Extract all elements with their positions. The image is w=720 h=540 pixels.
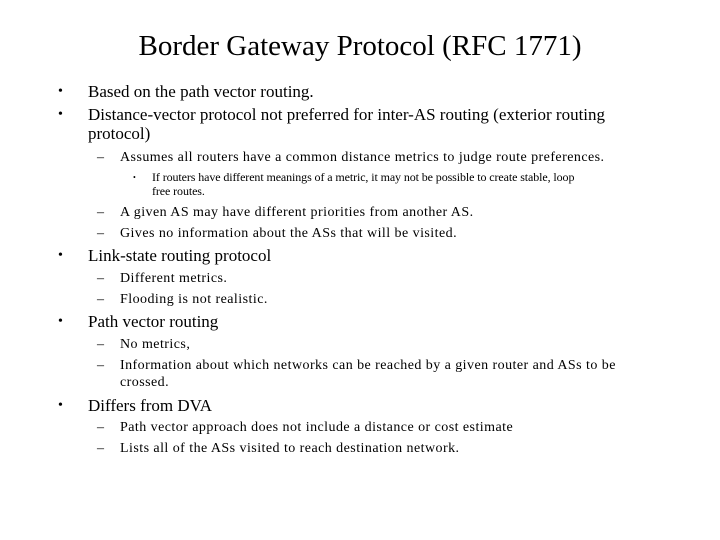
dash-marker: – xyxy=(97,358,105,373)
slide-title: Border Gateway Protocol (RFC 1771) xyxy=(138,30,582,62)
dash-marker: – xyxy=(97,441,105,456)
bullet-text: Link-state routing protocol xyxy=(88,246,272,265)
dash-marker: – xyxy=(97,420,105,435)
bullet-text: Based on the path vector routing. xyxy=(88,82,314,101)
sub-item-text: A given AS may have different priorities from another AS. xyxy=(120,205,474,220)
sub-sub-item-text-continuation: free routes. xyxy=(152,184,205,198)
dash-marker: – xyxy=(97,337,105,352)
dash-marker: – xyxy=(97,271,105,286)
sub-item-text: Gives no information about the ASs that will be visited. xyxy=(120,226,458,241)
sub-item-text: Lists all of the ASs visited to reach destination network. xyxy=(120,441,460,456)
bullet-marker: • xyxy=(58,398,63,413)
small-bullet-marker: • xyxy=(133,173,136,182)
sub-sub-item-text: If routers have different meanings of a metric, it may not be possible to create stable, loop xyxy=(152,170,575,184)
bullet-marker: • xyxy=(58,107,63,122)
dash-marker: – xyxy=(97,205,105,220)
sub-item-text: Flooding is not realistic. xyxy=(120,292,268,307)
bullet-marker: • xyxy=(58,84,63,99)
bullet-marker: • xyxy=(58,248,63,263)
sub-item-text: No metrics, xyxy=(120,337,191,352)
bullet-text: Path vector routing xyxy=(88,312,219,331)
bullet-text: Distance-vector protocol not preferred for inter-AS routing (exterior routing xyxy=(88,105,606,124)
sub-item-text: Assumes all routers have a common distance metrics to judge route preferences. xyxy=(120,150,605,165)
sub-item-text-continuation: crossed. xyxy=(120,375,170,390)
sub-item-text: Different metrics. xyxy=(120,271,228,286)
dash-marker: – xyxy=(97,150,105,165)
bullet-text-continuation: protocol) xyxy=(88,124,151,143)
bullet-text: Differs from DVA xyxy=(88,396,213,415)
dash-marker: – xyxy=(97,226,105,241)
sub-item-text: Information about which networks can be reached by a given router and ASs to be xyxy=(120,358,616,373)
bullet-marker: • xyxy=(58,314,63,329)
sub-item-text: Path vector approach does not include a distance or cost estimate xyxy=(120,420,514,435)
dash-marker: – xyxy=(97,292,105,307)
